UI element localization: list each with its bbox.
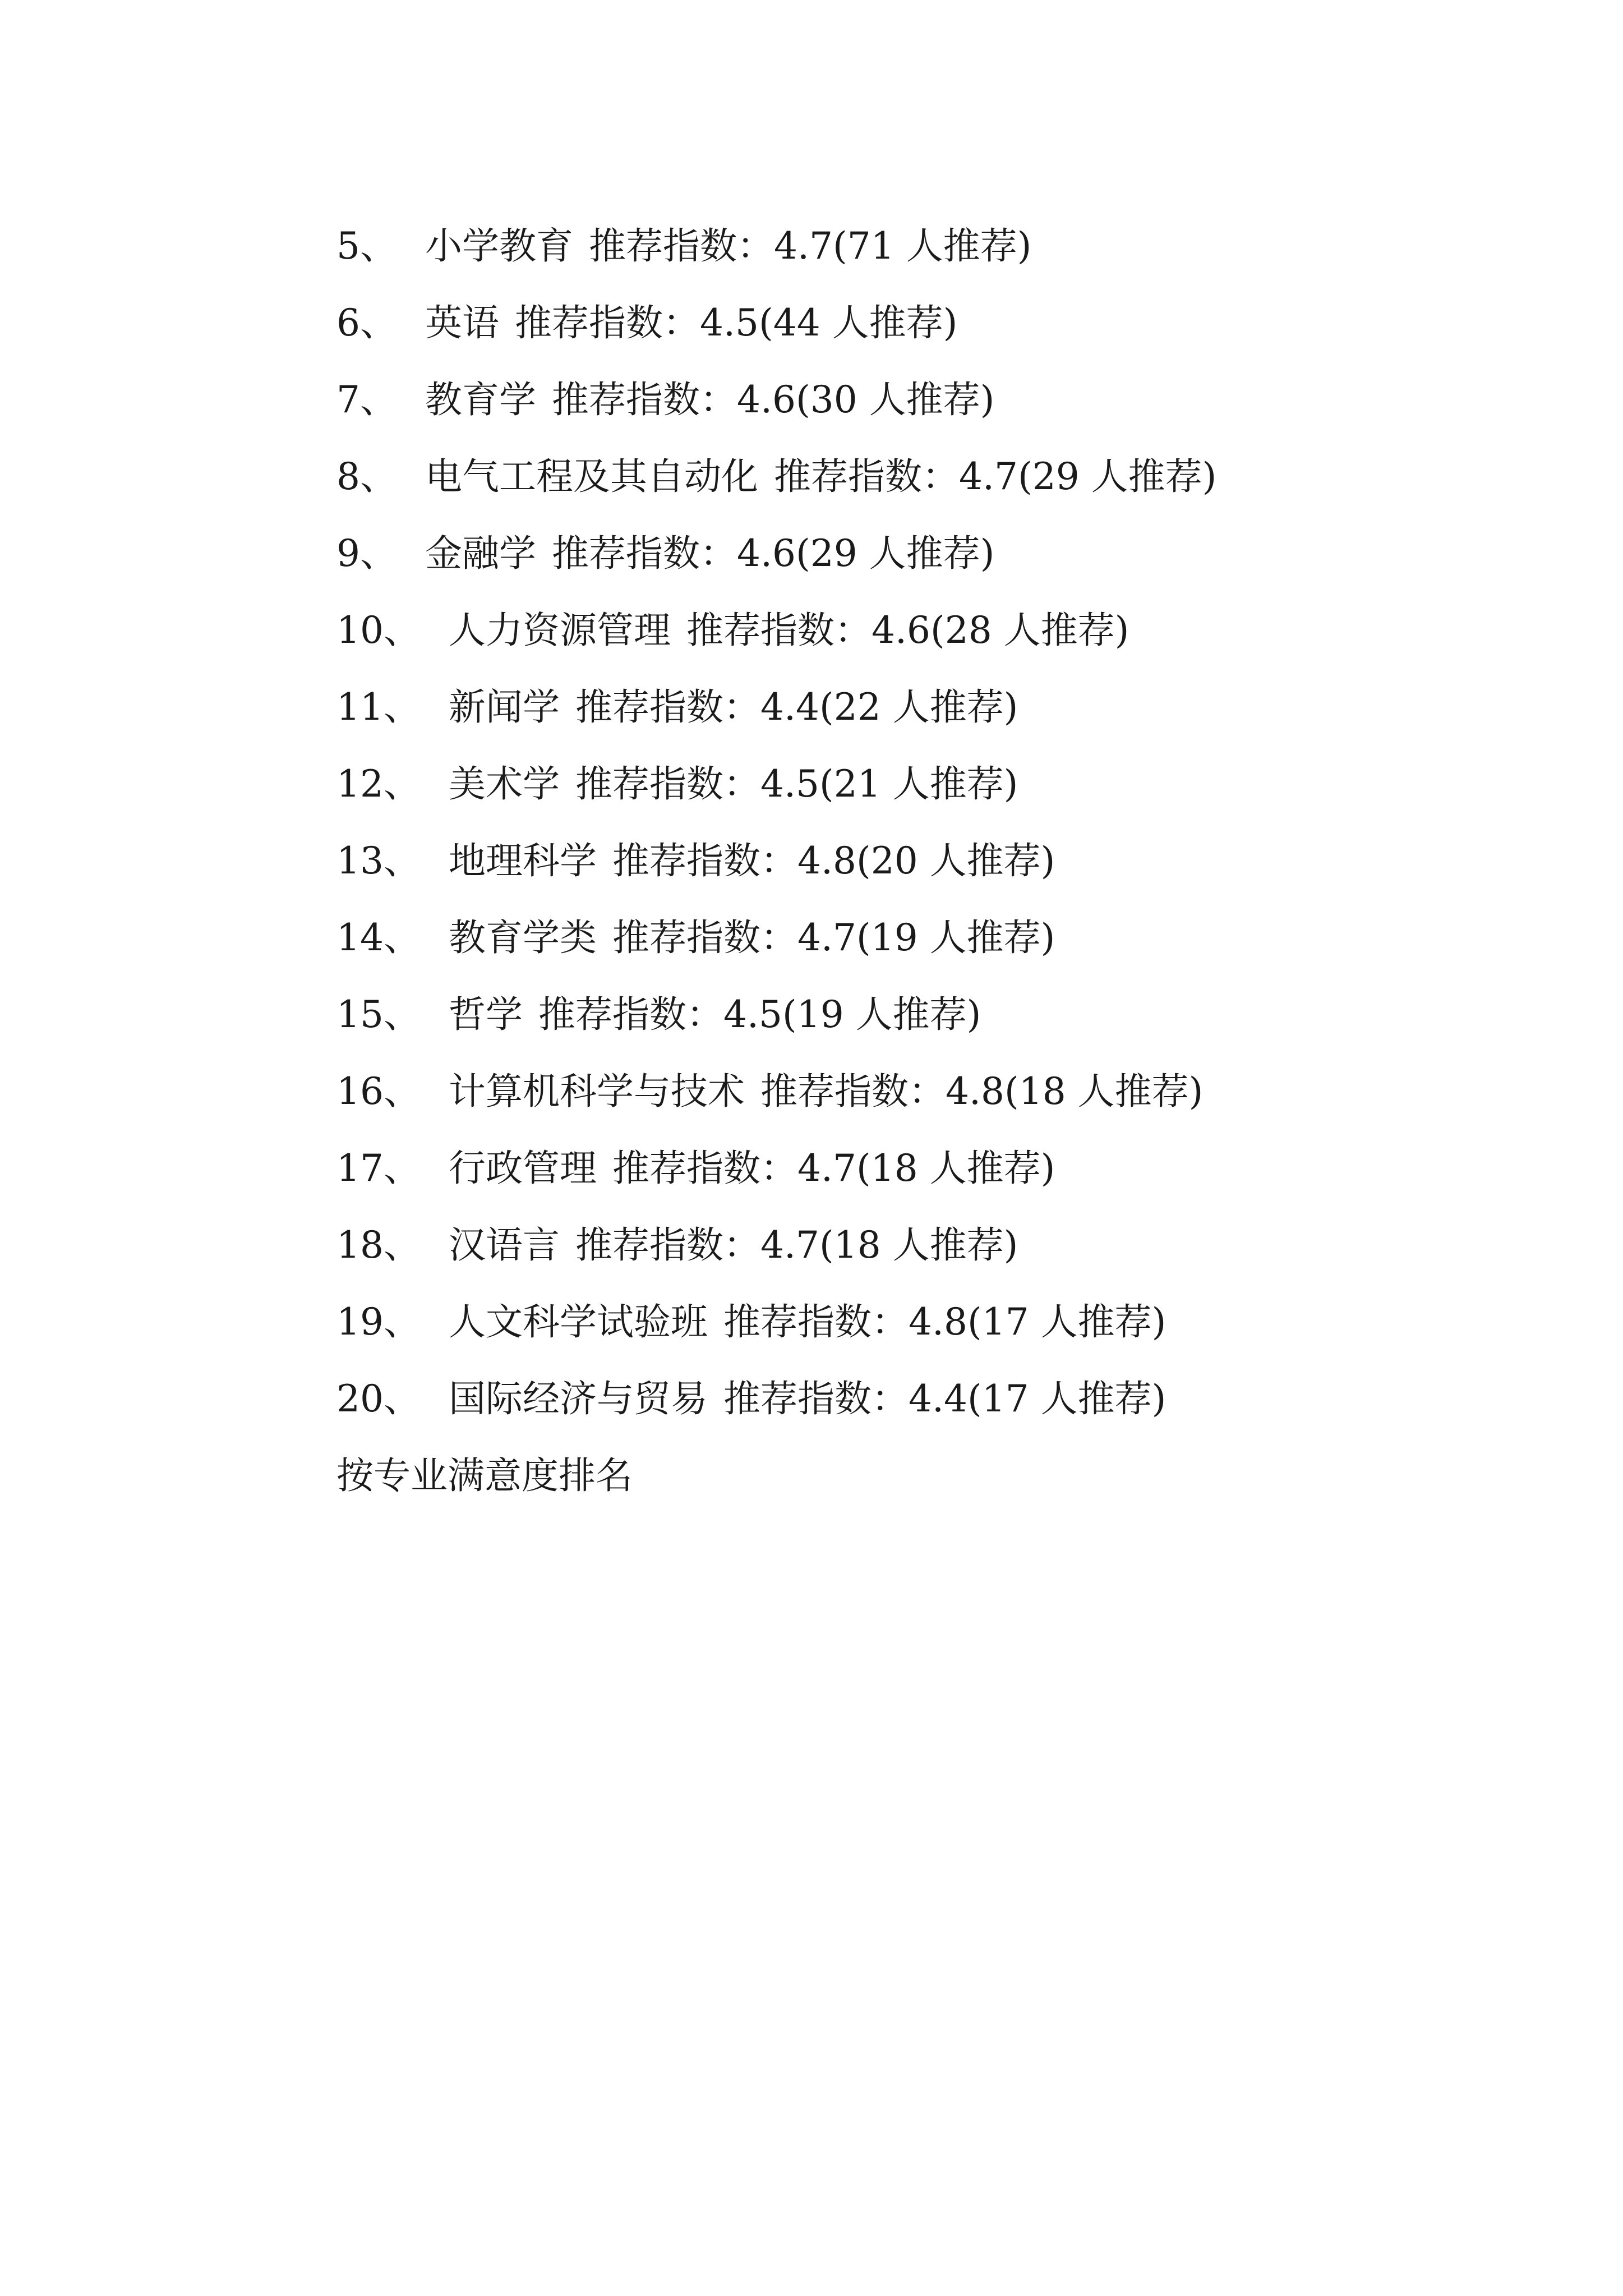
score-value: 4.7 <box>760 1223 819 1267</box>
major-name: 人文科学试验班 <box>448 1300 708 1343</box>
score-value: 4.5 <box>760 762 819 806</box>
list-item <box>336 1130 1514 1207</box>
score-value: 4.4 <box>908 1377 967 1420</box>
score-value: 4.5 <box>723 993 782 1036</box>
metric-label: 推荐指数： <box>723 1300 909 1343</box>
score-value: 4.8 <box>797 839 856 882</box>
recommend-count: (17 人推荐) <box>967 1377 1166 1420</box>
metric-label: 推荐指数： <box>612 916 797 959</box>
list-item <box>336 822 1514 899</box>
major-name: 新闻学 <box>448 685 560 729</box>
list-item <box>336 899 1514 976</box>
major-name: 地理科学 <box>448 839 597 882</box>
metric-label: 推荐指数： <box>612 1147 797 1190</box>
recommend-count: (29 人推荐) <box>1017 455 1217 498</box>
metric-label: 推荐指数： <box>575 685 760 729</box>
list-item <box>336 1207 1514 1283</box>
major-name: 国际经济与贸易 <box>448 1377 708 1420</box>
list-item <box>336 1053 1514 1130</box>
recommend-count: (21 人推荐) <box>819 762 1018 806</box>
item-number: 9、 <box>336 532 397 575</box>
list-item <box>336 976 1514 1053</box>
score-value: 4.6 <box>737 378 796 421</box>
major-name: 教育学类 <box>448 916 597 959</box>
recommend-count: (18 人推荐) <box>856 1147 1055 1190</box>
major-name: 人力资源管理 <box>448 609 671 652</box>
item-number: 10、 <box>336 609 421 652</box>
metric-label: 推荐指数： <box>760 1070 946 1113</box>
item-number: 12、 <box>336 762 421 806</box>
score-value: 4.5 <box>700 301 759 344</box>
list-item <box>336 592 1514 669</box>
score-value: 4.8 <box>908 1300 967 1343</box>
score-value: 4.7 <box>959 455 1018 498</box>
score-value: 4.8 <box>945 1070 1004 1113</box>
item-number: 14、 <box>336 916 421 959</box>
score-value: 4.4 <box>760 685 819 729</box>
major-name: 美术学 <box>448 762 560 806</box>
list-item <box>336 284 1514 361</box>
major-name: 汉语言 <box>448 1223 560 1267</box>
score-value: 4.7 <box>797 916 856 959</box>
item-number: 20、 <box>336 1377 421 1420</box>
item-number: 17、 <box>336 1147 421 1190</box>
section-heading: 按专业满意度排名 <box>336 1454 633 1497</box>
item-number: 16、 <box>336 1070 421 1113</box>
item-number: 15、 <box>336 993 421 1036</box>
recommend-count: (17 人推荐) <box>967 1300 1166 1343</box>
recommend-count: (18 人推荐) <box>1004 1070 1204 1113</box>
item-number: 8、 <box>336 455 397 498</box>
metric-label: 推荐指数： <box>575 762 760 806</box>
recommend-count: (30 人推荐) <box>795 378 995 421</box>
major-name: 行政管理 <box>448 1147 597 1190</box>
major-name: 金融学 <box>425 532 536 575</box>
item-number: 13、 <box>336 839 421 882</box>
metric-label: 推荐指数： <box>538 993 723 1036</box>
recommend-count: (18 人推荐) <box>819 1223 1018 1267</box>
list-item <box>336 1360 1514 1437</box>
list-item <box>336 208 1514 284</box>
major-name: 计算机科学与技术 <box>448 1070 745 1113</box>
item-number: 11、 <box>336 685 421 729</box>
major-name: 小学教育 <box>425 224 573 268</box>
item-number: 7、 <box>336 378 397 421</box>
recommend-count: (44 人推荐) <box>758 301 958 344</box>
metric-label: 推荐指数： <box>552 532 737 575</box>
list-item <box>336 515 1514 592</box>
major-name: 哲学 <box>448 993 523 1036</box>
major-name: 英语 <box>425 301 499 344</box>
item-number: 5、 <box>336 224 397 268</box>
list-item <box>336 361 1514 438</box>
recommend-count: (71 人推荐) <box>832 224 1032 268</box>
list-item <box>336 746 1514 822</box>
score-value: 4.7 <box>797 1147 856 1190</box>
recommend-count: (19 人推荐) <box>856 916 1055 959</box>
item-number: 19、 <box>336 1300 421 1343</box>
major-name: 电气工程及其自动化 <box>425 455 758 498</box>
list-item <box>336 669 1514 746</box>
recommend-count: (19 人推荐) <box>782 993 981 1036</box>
recommend-count: (28 人推荐) <box>930 609 1129 652</box>
recommend-count: (29 人推荐) <box>795 532 995 575</box>
item-number: 18、 <box>336 1223 421 1267</box>
list-item <box>336 1283 1514 1360</box>
list-item <box>336 438 1514 515</box>
metric-label: 推荐指数： <box>723 1377 909 1420</box>
major-name: 教育学 <box>425 378 536 421</box>
score-value: 4.7 <box>774 224 833 268</box>
metric-label: 推荐指数： <box>774 455 959 498</box>
score-value: 4.6 <box>737 532 796 575</box>
metric-label: 推荐指数： <box>515 301 700 344</box>
metric-label: 推荐指数： <box>612 839 797 882</box>
metric-label: 推荐指数： <box>589 224 774 268</box>
item-number: 6、 <box>336 301 397 344</box>
score-value: 4.6 <box>871 609 930 652</box>
metric-label: 推荐指数： <box>575 1223 760 1267</box>
recommend-count: (20 人推荐) <box>856 839 1055 882</box>
ranking-list <box>336 208 1514 1514</box>
metric-label: 推荐指数： <box>686 609 872 652</box>
metric-label: 推荐指数： <box>552 378 737 421</box>
recommend-count: (22 人推荐) <box>819 685 1018 729</box>
